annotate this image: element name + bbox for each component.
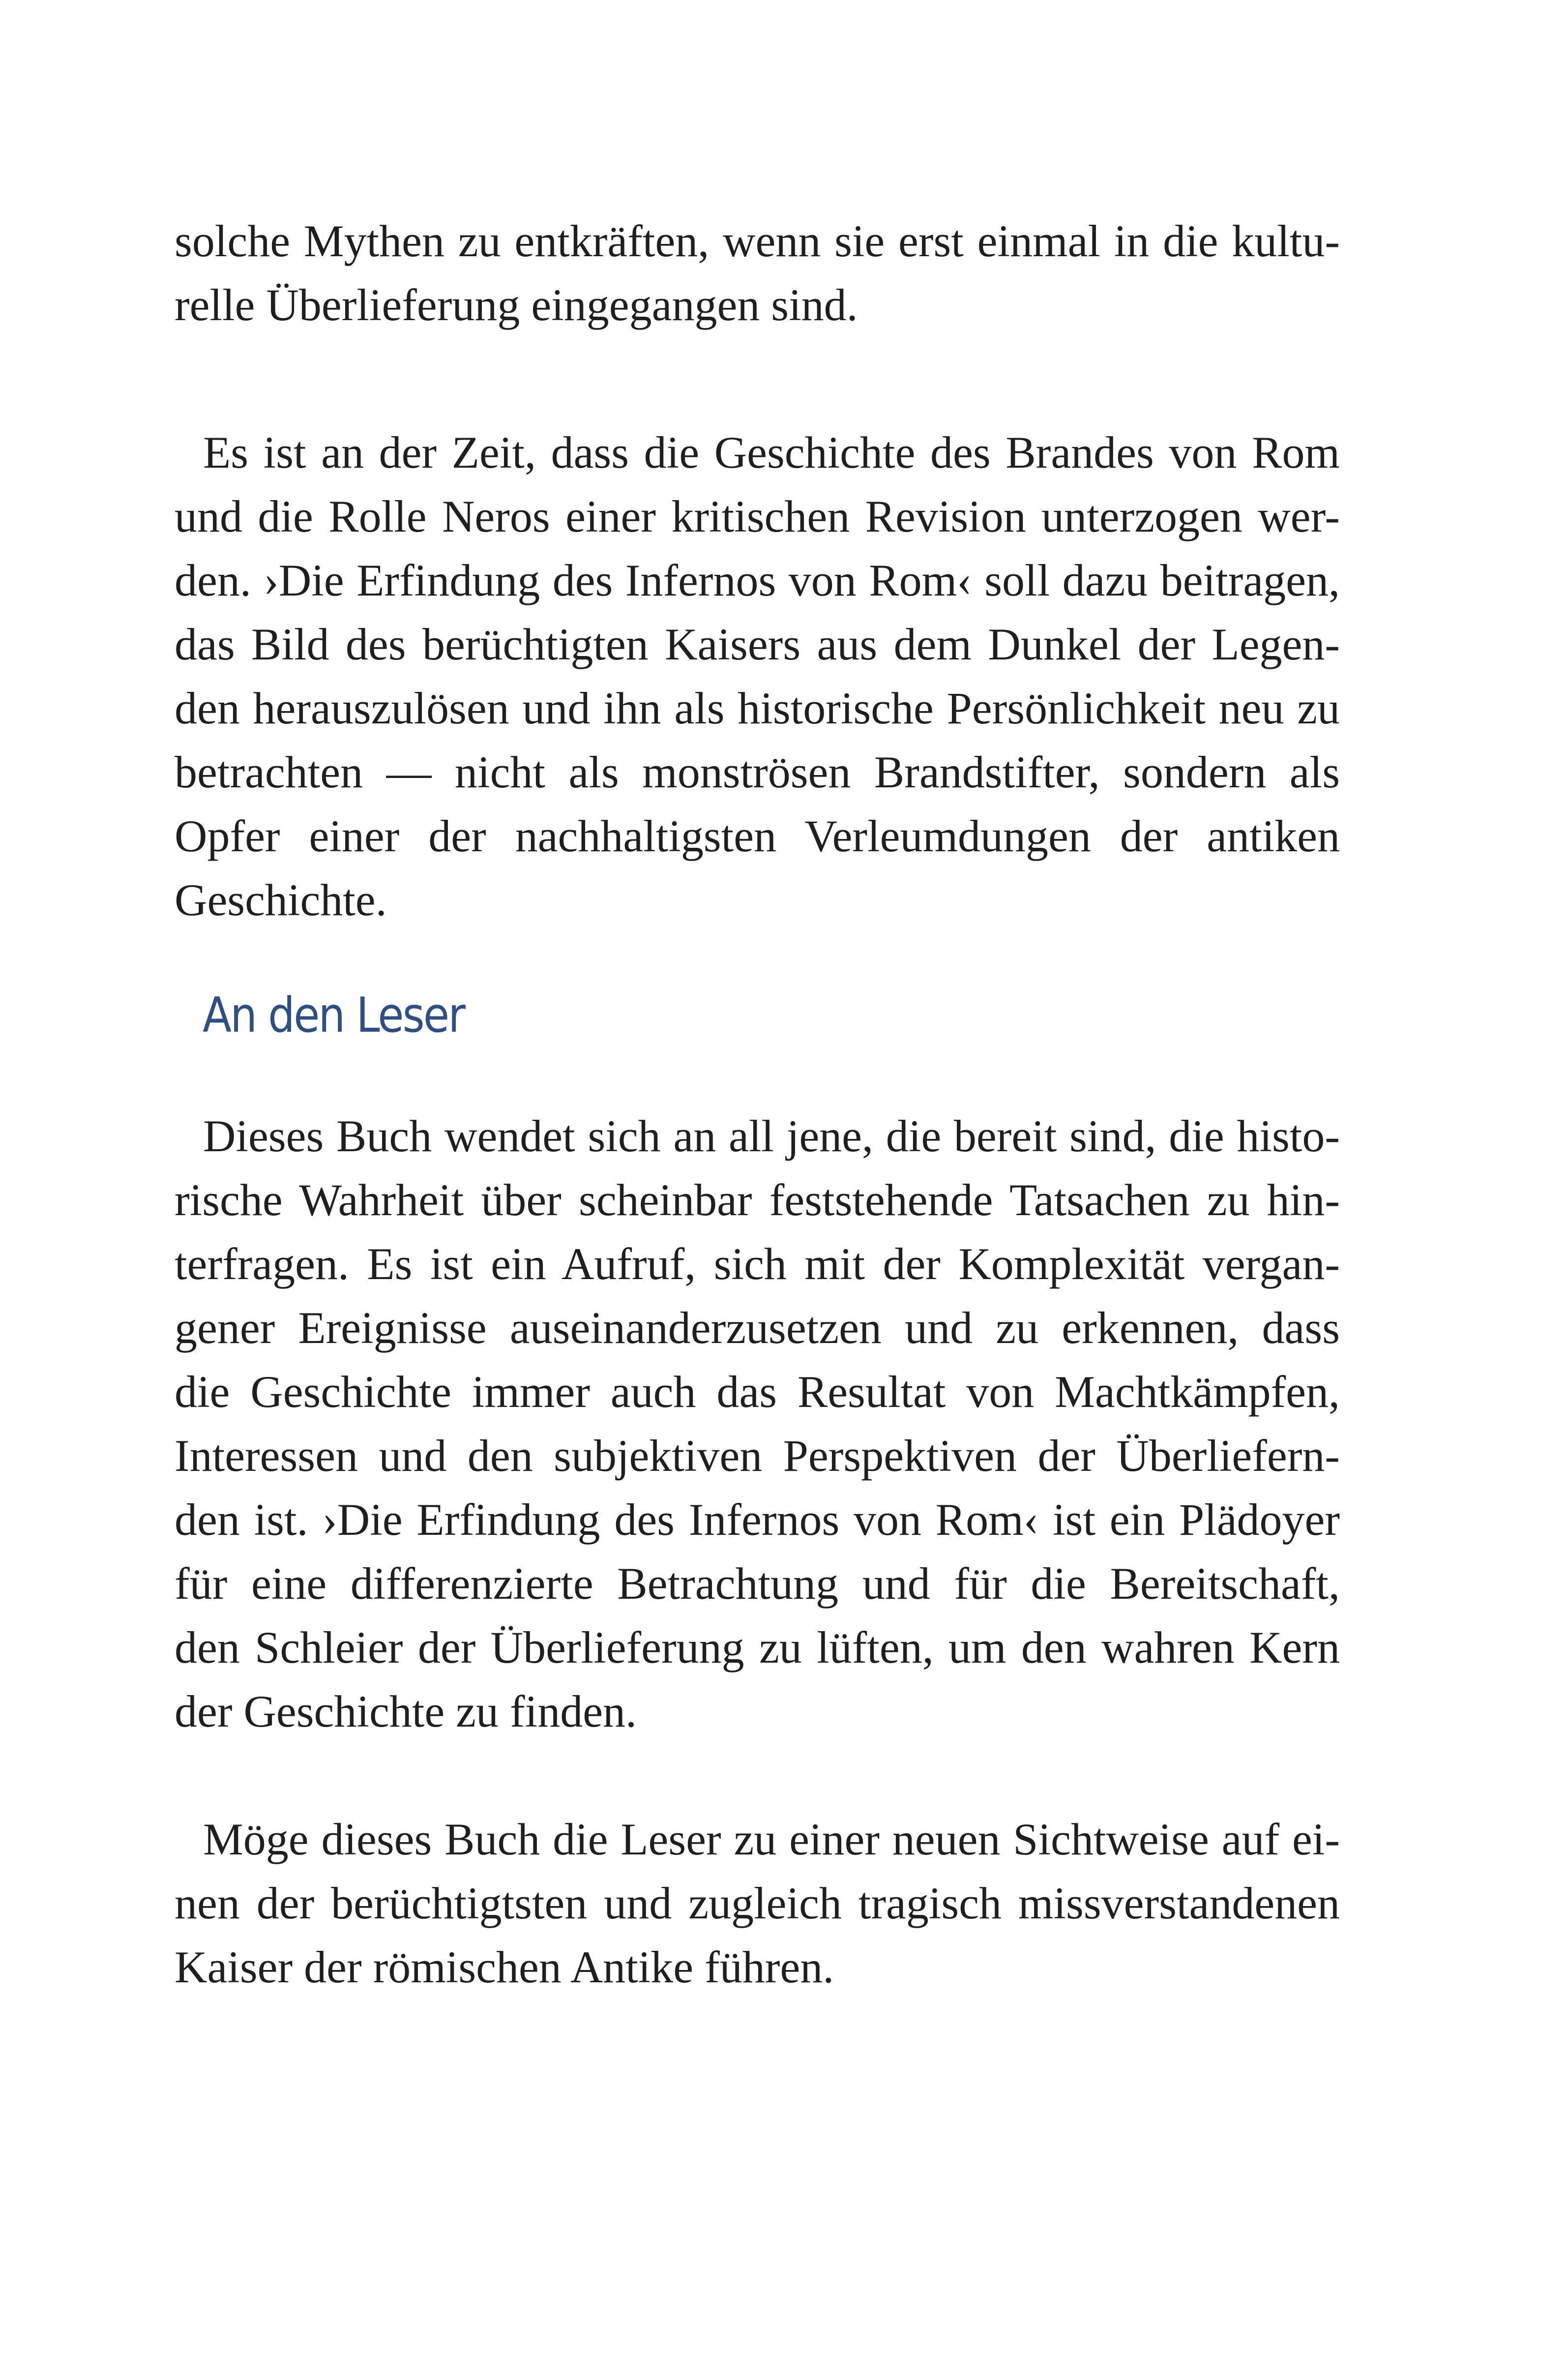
paragraph-reader-appeal xyxy=(175,1104,1340,1743)
text-line: und die Rolle Neros einer kritischen Revision unterzogen wer- xyxy=(175,491,1340,541)
text-line: nen der berüchtigtsten und zugleich tragisch missverstandenen xyxy=(175,1878,1340,1928)
paragraph-closing-wish xyxy=(175,1807,1340,1999)
text-line: die Geschichte immer auch das Resultat von Machtkämpfen, xyxy=(175,1367,1340,1417)
text-line: Kaiser der römischen Antike führen. xyxy=(175,1942,834,1992)
text-line: der Geschichte zu finden. xyxy=(175,1686,637,1736)
text-line: gener Ereignisse auseinanderzusetzen und zu erkennen, dass xyxy=(175,1303,1340,1353)
text-line: den. ›Die Erfindung des Infernos von Rom‹ soll dazu beitragen, xyxy=(175,555,1340,605)
text-line: Interessen und den subjektiven Perspektiven der Überliefern- xyxy=(175,1431,1340,1481)
text-line: für eine differenzierte Betrachtung und für die Bereitschaft, xyxy=(175,1558,1340,1609)
text-line: Opfer einer der nachhaltigsten Verleumdungen der antiken xyxy=(175,811,1340,861)
text-line: den Schleier der Überlieferung zu lüften, um den wahren Kern xyxy=(175,1622,1340,1672)
text-line: den herauszulösen und ihn als historische Persönlichkeit neu zu xyxy=(175,683,1340,733)
text-line: Geschichte. xyxy=(175,875,387,925)
text-line: das Bild des berüchtigten Kaisers aus dem Dunkel der Legen- xyxy=(175,619,1340,669)
text-line: Möge dieses Buch die Leser zu einer neuen Sichtweise auf ei- xyxy=(203,1814,1340,1864)
section-heading: An den Leser xyxy=(203,987,465,1044)
text-line: den ist. ›Die Erfindung des Infernos von Rom‹ ist ein Plädoyer xyxy=(175,1494,1340,1545)
paragraph-revision xyxy=(175,420,1340,932)
text-line: terfragen. Es ist ein Aufruf, sich mit der Komplexität vergan- xyxy=(175,1239,1340,1289)
text-line: betrachten — nicht als monströsen Brandstifter, sondern als xyxy=(175,747,1340,797)
text-line: solche Mythen zu entkräften, wenn sie erst einmal in die kultu- xyxy=(175,216,1340,266)
text-line: Es ist an der Zeit, dass die Geschichte des Brandes von Rom xyxy=(203,427,1340,478)
text-line: Dieses Buch wendet sich an all jene, die bereit sind, die histo- xyxy=(203,1111,1340,1161)
text-line: rische Wahrheit über scheinbar feststehende Tatsachen zu hin- xyxy=(175,1175,1340,1225)
text-line: relle Überlieferung eingegangen sind. xyxy=(175,280,858,330)
paragraph-continuation xyxy=(175,209,1340,337)
